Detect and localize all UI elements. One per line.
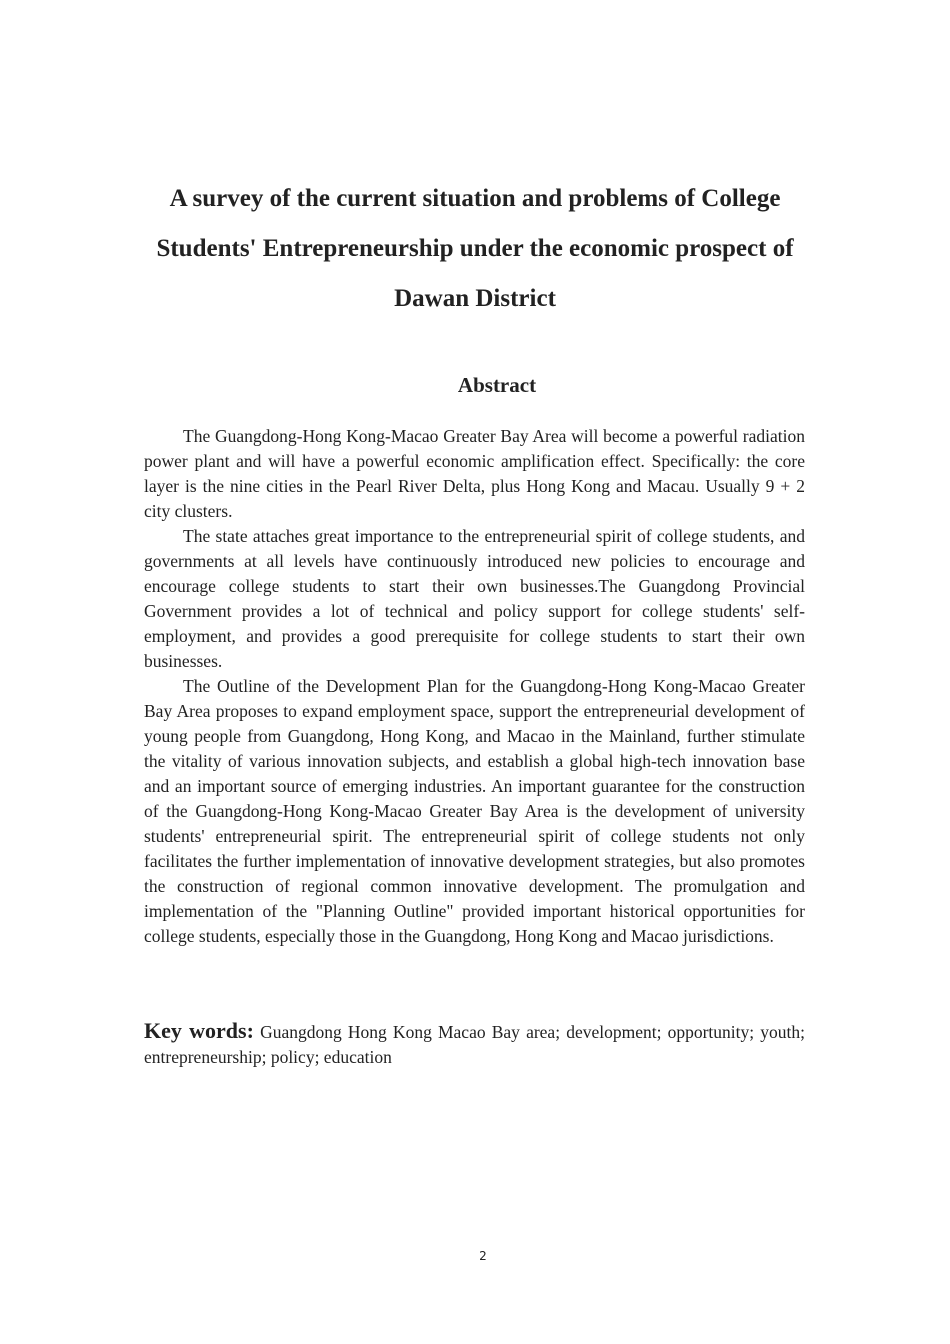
abstract-heading: Abstract [457, 373, 537, 397]
paper-title: A survey of the current situation and problems of College Students' Entrepreneurship under the economic prospect of Dawan District [156, 185, 794, 312]
abstract-paragraph: The Outline of the Development Plan for the Guangdong-Hong Kong-Macao Greater Bay Area proposes to expand employment space, support the entrepreneurial development of young people from Guangdong, Hong Kong, and Macao in the Mainland, further stimulate the vitality of various innovation subjects, and establish a global high-tech innovation base and an important source of emerging industries. An important guarantee for the construction of the Guangdong-Hong Kong-Macao Greater Bay Area is the development of university students' entrepreneurial spirit. The entrepreneurial spirit of college students not only facilitates the further implementation of innovative development strategies, but also promotes the construction of regional common innovative development. The promulgation and implementation of the "Planning Outline" provided important historical opportunities for college students, especially those in the Guangdong, Hong Kong and Macao jurisdictions. [144, 676, 805, 946]
abstract-paragraph: The Guangdong-Hong Kong-Macao Greater Bay Area will become a powerful radiation power plant and will have a powerful economic amplification effect. Specifically: the core layer is the nine cities in the Pearl River Delta, plus Hong Kong and Macau. Usually 9 + 2 city clusters. [144, 426, 805, 521]
page-number: 2 [479, 1249, 487, 1263]
keywords-section [144, 1018, 805, 1070]
abstract-body [144, 424, 805, 949]
keywords-label: Key words: [144, 1018, 254, 1043]
abstract-paragraph: The state attaches great importance to the entrepreneurial spirit of college students, and governments at all levels have continuously introduced new policies to encourage and encourage college students to start their own businesses.The Guangdong Provincial Government provides a lot of technical and policy support for college students' self-employment, and provides a good prerequisite for college students to start their own businesses. [144, 526, 805, 671]
keywords-text: Guangdong Hong Kong Macao Bay area; development; opportunity; youth; entrepreneurship; policy; education [144, 1022, 806, 1067]
